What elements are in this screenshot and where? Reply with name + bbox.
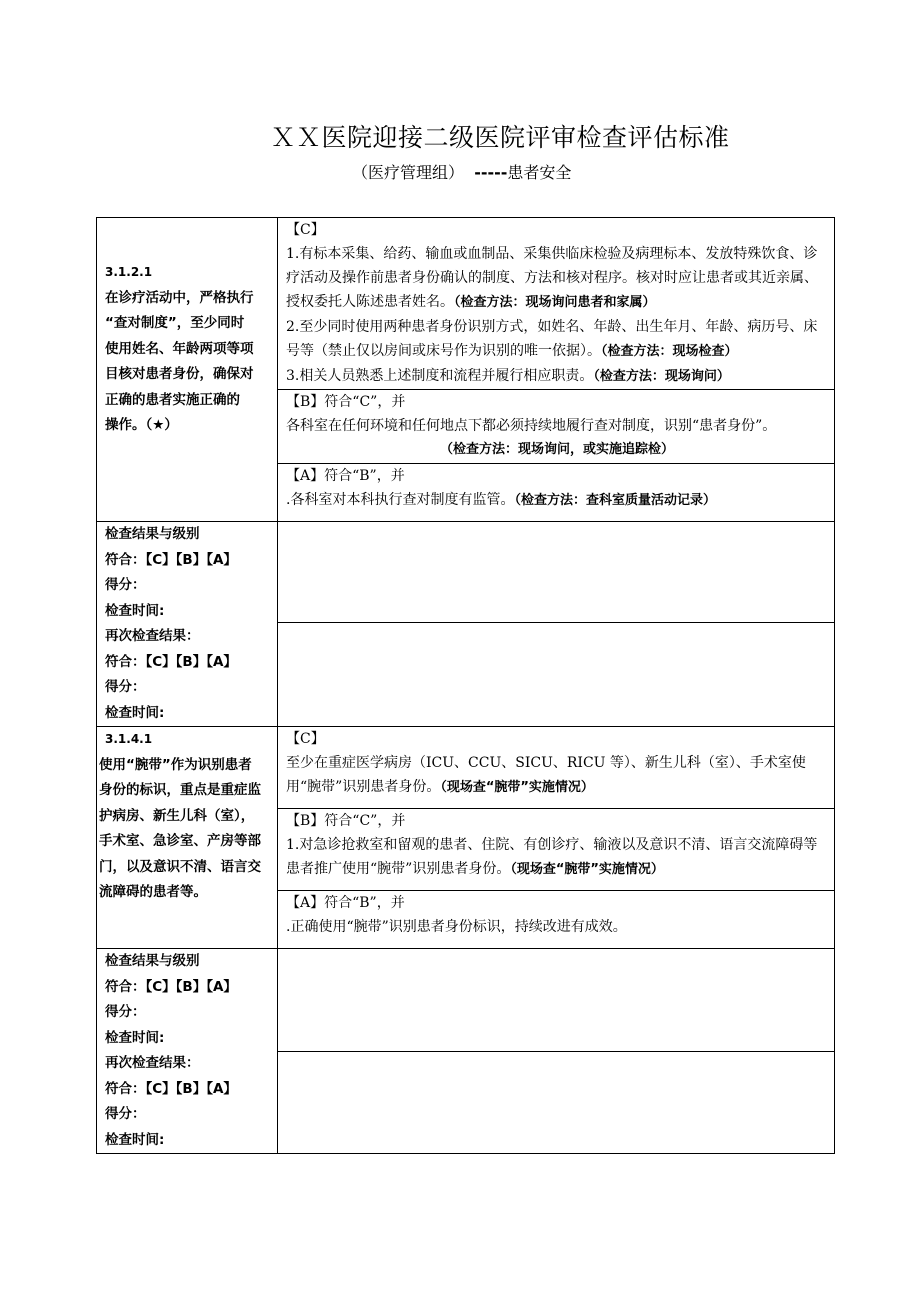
recheck-conform: 符合：【C】【B】【A】 bbox=[105, 1080, 237, 1097]
check-conform: 符合：【C】【B】【A】 bbox=[105, 978, 237, 995]
level-b-text: 1.对急诊抢救室和留观的患者、住院、有创诊疗、输液以及意识不清、语言交流障碍等患者推广使用“腕带”识别患者身份。（现场查“腕带”实施情况） bbox=[286, 837, 818, 877]
item-desc-line: 使用姓名、年龄两项等项 bbox=[105, 340, 254, 357]
item-desc-line: 正确的患者实施正确的 bbox=[105, 391, 240, 408]
level-b-label: 【B】符合“C”，并 bbox=[286, 394, 406, 410]
check-time: 检查时间: bbox=[105, 1029, 165, 1046]
item-2-level-b bbox=[278, 809, 835, 891]
recheck-score: 得分： bbox=[105, 679, 146, 695]
item-desc-line: 操作。（★） bbox=[105, 417, 178, 433]
check-result-level: 检查结果与级别 bbox=[105, 953, 200, 969]
level-c-line: 1.有标本采集、给药、输血或血制品、采集供临床检验及病理标本、发放特殊饮食、诊疗活动及操作前患者身份确认的制度、方法和核对程序。核对时应让患者或其近亲属、授权委托人陈述患者姓名。（检查方法：现场询问患者和家属） bbox=[286, 246, 818, 310]
subtitle-dash: ----- bbox=[474, 163, 508, 182]
item-desc-line: 手术室、急诊室、产房等部 bbox=[99, 833, 261, 849]
item-1-check-results bbox=[97, 522, 278, 727]
item-desc-line: 流障碍的患者等。 bbox=[99, 884, 207, 900]
recheck-result-blank bbox=[278, 1052, 835, 1154]
recheck-result: 再次检查结果： bbox=[105, 628, 200, 644]
subtitle-group: （医疗管理组） bbox=[352, 163, 465, 182]
item-1-level-a bbox=[278, 464, 835, 522]
item-1-description bbox=[97, 218, 278, 522]
level-c-line: 3.相关人员熟悉上述制度和流程并履行相应职责。（检查方法：现场询问） bbox=[286, 368, 730, 384]
item-code: 3.1.2.1 bbox=[105, 265, 153, 279]
level-c-label: 【C】 bbox=[286, 222, 325, 238]
item-2-description bbox=[97, 727, 278, 949]
item-desc-line: 目核对患者身份，确保对 bbox=[105, 366, 254, 382]
recheck-result: 再次检查结果： bbox=[105, 1055, 200, 1071]
level-c-line: 2.至少同时使用两种患者身份识别方式，如姓名、年龄、出生年月、年龄、病历号、床号等（禁止仅以房间或床号作为识别的唯一依据）。（检查方法：现场检查） bbox=[286, 319, 818, 359]
recheck-time: 检查时间: bbox=[105, 1131, 165, 1148]
table-row bbox=[97, 522, 835, 623]
recheck-result-blank bbox=[278, 623, 835, 727]
check-conform: 符合：【C】【B】【A】 bbox=[105, 551, 237, 568]
check-score: 得分： bbox=[105, 1004, 146, 1020]
item-2-level-a bbox=[278, 891, 835, 949]
item-desc-line: 门，以及意识不清、语言交 bbox=[99, 858, 261, 875]
item-desc-line: 身份的标识，重点是重症监 bbox=[99, 782, 261, 798]
subtitle-topic: 患者安全 bbox=[507, 163, 572, 182]
item-code: 3.1.4.1 bbox=[105, 732, 153, 746]
recheck-time: 检查时间: bbox=[105, 704, 165, 721]
level-b-method: （检查方法：现场询问，或实施追踪检） bbox=[439, 442, 674, 457]
level-a-label: 【A】符合“B”，并 bbox=[286, 468, 405, 484]
item-2-level-c bbox=[278, 727, 835, 809]
check-score: 得分： bbox=[105, 577, 146, 593]
level-a-text: .各科室对本科执行查对制度有监管。（检查方法：查科室质量活动记录） bbox=[286, 492, 716, 508]
check-result-blank bbox=[278, 949, 835, 1052]
item-desc-line: 护病房、新生儿科（室）， bbox=[99, 807, 255, 824]
standards-table bbox=[96, 217, 835, 1154]
check-result-blank bbox=[278, 522, 835, 623]
level-a-text: .正确使用“腕带”识别患者身份标识，持续改进有成效。 bbox=[286, 919, 627, 935]
level-b-text: 各科室在任何环境和任何地点下都必须持续地履行查对制度，识别“患者身份”。 bbox=[286, 418, 777, 434]
table-row bbox=[97, 218, 835, 390]
item-desc-line: 使用“腕带”作为识别患者 bbox=[99, 756, 252, 773]
level-a-label: 【A】符合“B”，并 bbox=[286, 895, 405, 911]
item-2-check-results bbox=[97, 949, 278, 1154]
check-result-level: 检查结果与级别 bbox=[105, 526, 200, 542]
table-row bbox=[97, 949, 835, 1052]
item-desc-line: 在诊疗活动中，严格执行 bbox=[105, 289, 254, 306]
check-time: 检查时间: bbox=[105, 602, 165, 619]
level-b-label: 【B】符合“C”，并 bbox=[286, 813, 406, 829]
recheck-score: 得分： bbox=[105, 1106, 146, 1122]
level-c-label: 【C】 bbox=[286, 731, 325, 747]
table-row bbox=[97, 727, 835, 809]
item-1-level-c bbox=[278, 218, 835, 390]
item-desc-line: “查对制度”，至少同时 bbox=[105, 315, 245, 331]
level-c-text: 至少在重症医学病房（ICU、CCU、SICU、RICU 等）、新生儿科（室）、手术室使用“腕带”识别患者身份。（现场查“腕带”实施情况） bbox=[286, 755, 806, 795]
item-1-level-b bbox=[278, 390, 835, 464]
page-subtitle bbox=[352, 160, 571, 183]
page-title: ＸＸ医院迎接二级医院评审检查评估标准 bbox=[270, 123, 730, 152]
recheck-conform: 符合：【C】【B】【A】 bbox=[105, 653, 237, 670]
